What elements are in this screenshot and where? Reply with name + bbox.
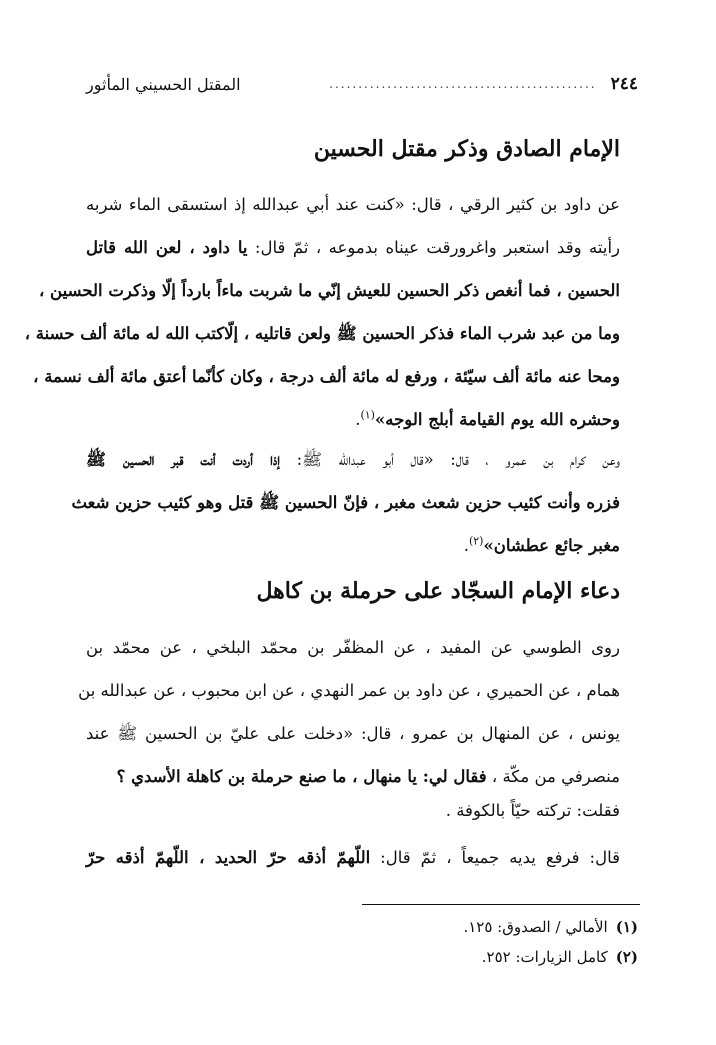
running-header (86, 70, 638, 98)
text-run-bold: اللّهمّ أذقه حرّ الحديد ، اللّهمّ أذقه حرّ (86, 848, 371, 867)
text-line (38, 269, 620, 312)
text-run-bold: يا داود ، لعن الله قاتل (86, 238, 248, 257)
text-run: . (463, 536, 469, 555)
text-run: همام ، عن الحميري ، عن داود بن عمر النهدي ، عن ابن محبوب ، عن عبدالله بن (78, 681, 620, 700)
text-run-bold: ومحا عنه مائة ألف سيّئة ، ورفع له مائة ألف درجة ، وكان كأنّما أعتق مائة ألف نسمة ، (33, 367, 620, 386)
paragraph (24, 183, 620, 441)
footnote-text: كامل الزيارات: ٢٥٢. (481, 948, 608, 966)
text-line (86, 398, 620, 441)
text-run-bold: إذا أردت أنت قبر الحسين ﷺ (86, 450, 281, 469)
text-line (71, 481, 620, 524)
text-line (86, 626, 620, 669)
section-heading-sadiq: الإمام الصادق وذكر مقتل الحسين (313, 136, 620, 162)
text-run: عن داود بن كثير الرقي ، قال: «كنت عند أبي عبدالله إذ استسقى الماء شربه (86, 195, 620, 214)
paragraph (86, 836, 620, 879)
text-line (86, 712, 620, 755)
footnote-number: (٢) (615, 948, 638, 966)
text-line (24, 312, 620, 355)
text-run: وعن كرام بن عمرو ، قال: «قال أبو عبدالله ﷺ: (280, 450, 621, 469)
text-run-bold: الحسين ، فما أنغص ذكر الحسين للعيش إنّي ما شربت ماءاً بارداً إلّا وذكرت الحسين ، (38, 281, 620, 300)
text-run-bold: فقال لي: يا منهال ، ما صنع حرملة بن كاهلة الأسدي ؟ (116, 767, 487, 786)
footnote-ref: (١) (360, 408, 375, 422)
text-line (86, 524, 620, 567)
text-line (78, 669, 620, 712)
paragraph (86, 789, 620, 832)
text-run: قال: فرفع يديه جميعاً ، ثمّ قال: (370, 848, 620, 867)
page-number: ٢٤٤ (610, 74, 638, 94)
footnote-1 (463, 914, 638, 940)
footnote-number: (١) (615, 918, 638, 936)
text-run: منصرفي من مكّة ، (486, 767, 620, 786)
header-leader-dots: .............................................. (329, 77, 597, 91)
text-run-bold: وما من عبد شرب الماء فذكر الحسين ﷺ ولعن قاتليه ، إلّاكتب الله له مائة ألف حسنة ، (24, 324, 620, 343)
text-run: يونس ، عن المنهال بن عمرو ، قال: «دخلت على عليّ بن الحسين ﷺ عند (86, 724, 620, 743)
footnote-text: الأمالي / الصدوق: ١٢٥. (463, 918, 608, 936)
paragraph (78, 626, 620, 798)
paragraph (71, 438, 621, 567)
text-run: رأيته وقد استعبر واغرورقت عيناه بدموعه ، ثمّ قال: (247, 238, 620, 257)
text-run-bold: فزره وأنت كئيب حزين شعث مغبر ، فإنّ الحسين ﷺ قتل وهو كئيب حزين شعث (71, 493, 620, 512)
text-run: فقلت: تركته حيّاً بالكوفة . (445, 801, 620, 820)
footnote-divider (362, 904, 640, 905)
book-title: المقتل الحسيني المأثور (86, 74, 241, 94)
text-run-bold: وحشره الله يوم القيامة أبلج الوجه» (374, 410, 620, 429)
footnote-2 (482, 944, 638, 970)
footnote-ref: (٢) (468, 534, 484, 548)
text-line (86, 226, 620, 269)
text-run-bold: مغبر جائع عطشان» (483, 536, 620, 555)
text-run: . (355, 410, 361, 429)
section-heading-sajjad: دعاء الإمام السجّاد على حرملة بن كاهل (256, 578, 620, 604)
text-line (33, 355, 620, 398)
text-run: روى الطوسي عن المفيد ، عن المظفّر بن محمّد البلخي ، عن محمّد بن (86, 638, 620, 657)
text-line (86, 789, 620, 832)
text-line (86, 836, 620, 879)
text-line (86, 183, 620, 226)
text-line (86, 438, 620, 481)
